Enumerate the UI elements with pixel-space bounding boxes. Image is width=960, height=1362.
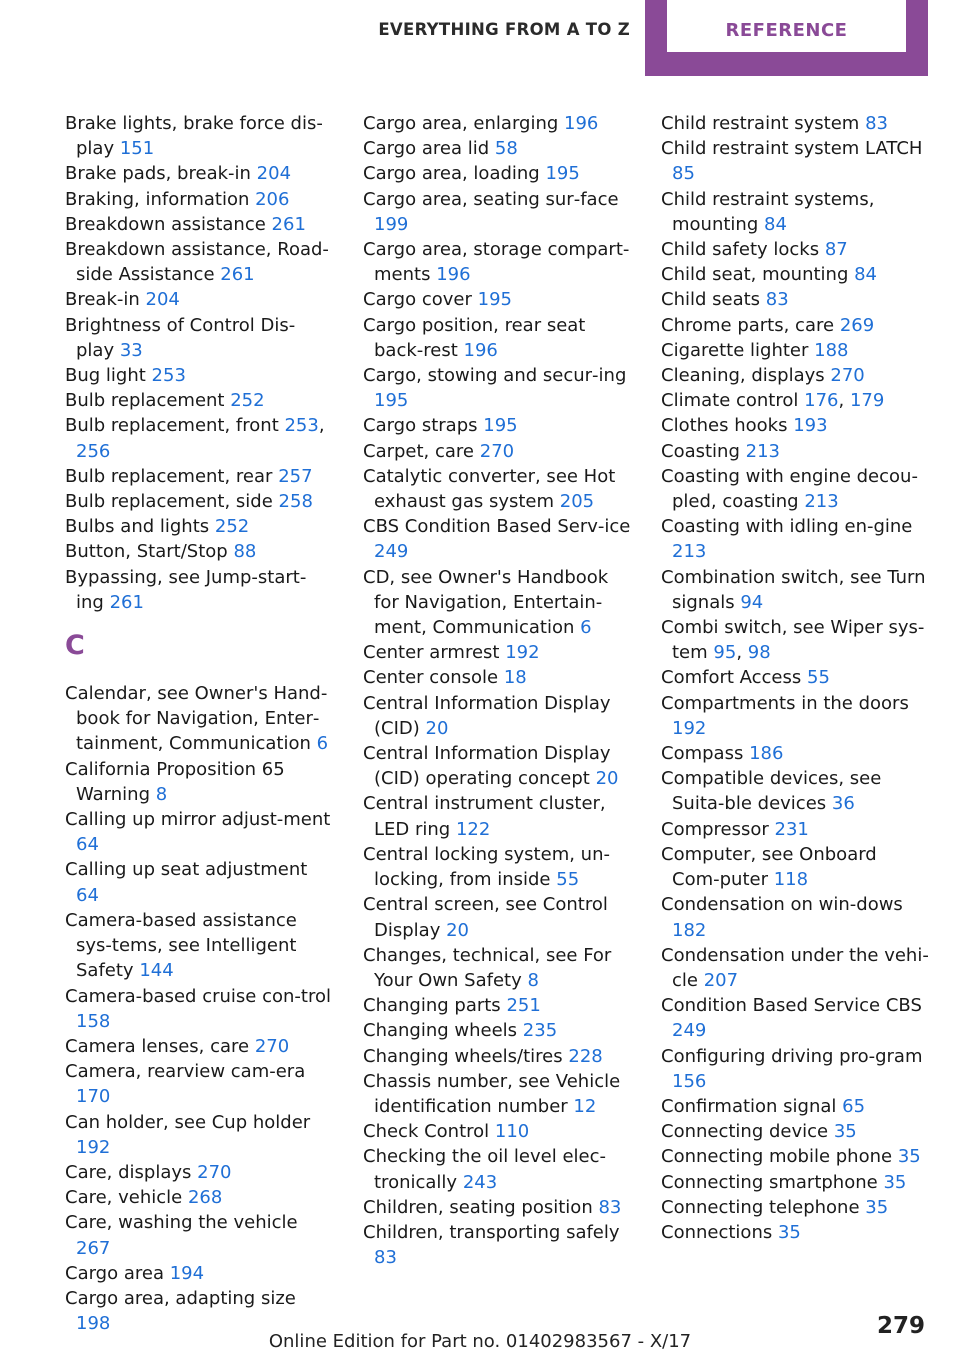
- page-link[interactable]: 270: [830, 365, 865, 387]
- index-entry: [363, 1144, 635, 1194]
- index-entry: [363, 943, 635, 993]
- index-term: Connections: [661, 1221, 773, 1243]
- index-entry: [363, 237, 635, 287]
- index-entry: [661, 287, 929, 312]
- index-term: Cargo area, seating sur‐face: [363, 188, 619, 210]
- page-link[interactable]: 195: [477, 289, 512, 311]
- page-link[interactable]: 196: [463, 339, 498, 361]
- page-link[interactable]: 194: [169, 1262, 205, 1284]
- index-term: California Proposition 65 Warning: [65, 758, 285, 805]
- index-entry: [661, 766, 929, 816]
- index-term: Checking the oil level elec‐tronically: [363, 1146, 606, 1193]
- index-entry: [65, 212, 333, 237]
- index-entry: [661, 514, 929, 564]
- page-link[interactable]: 261: [109, 591, 144, 613]
- section-letter: C: [65, 630, 85, 662]
- index-term: Bypassing, see Jump-start‐ing: [65, 566, 307, 613]
- index-entry: [65, 237, 333, 287]
- index-entry: [363, 1220, 635, 1270]
- index-entry: [363, 287, 635, 312]
- index-entry: [65, 807, 333, 857]
- page-link[interactable]: 18: [503, 667, 527, 689]
- index-term: Cargo straps: [363, 415, 478, 437]
- index-term: Catalytic converter, see Hot exhaust gas system: [363, 465, 616, 513]
- index-term: Condition Based Service CBS: [661, 995, 922, 1017]
- page-link[interactable]: 252: [214, 516, 250, 538]
- page-link[interactable]: 84: [764, 213, 787, 235]
- index-term: Cargo area, enlarging: [363, 113, 559, 134]
- index-entry: [661, 1170, 929, 1195]
- index-entry: [65, 489, 333, 514]
- page-link[interactable]: 195: [374, 390, 409, 412]
- index-term: Bulb replacement: [65, 390, 225, 412]
- index-term: Break-in: [65, 289, 140, 311]
- index-term: Cargo area, adapting size: [65, 1287, 296, 1309]
- index-entry: [65, 1286, 333, 1336]
- page-link[interactable]: 192: [672, 717, 707, 739]
- index-entry: [661, 1144, 929, 1169]
- page-link[interactable]: 193: [793, 415, 828, 437]
- page-link[interactable]: 20: [425, 717, 449, 739]
- index-term: Central Information Display (CID): [363, 692, 611, 739]
- index-term: Clothes hooks: [661, 415, 788, 437]
- index-entry: [661, 262, 929, 287]
- page-link[interactable]: 55: [556, 869, 580, 891]
- index-term: Center armrest: [363, 642, 500, 664]
- index-entry: [65, 857, 333, 907]
- page-link[interactable]: 192: [76, 1136, 111, 1158]
- page-link[interactable]: 179: [849, 390, 885, 412]
- page-link[interactable]: 206: [255, 188, 290, 210]
- index-term: Central screen, see Control Display: [363, 894, 608, 941]
- index-term: Calling up mirror adjust‐ment: [65, 809, 331, 831]
- page-link[interactable]: 182: [672, 919, 707, 941]
- index-term: Can holder, see Cup holder: [65, 1111, 311, 1133]
- page-link[interactable]: 58: [494, 138, 518, 160]
- index-term: Care, displays: [65, 1161, 192, 1183]
- index-entry: [65, 757, 333, 807]
- page-link[interactable]: 94: [740, 591, 764, 613]
- index-term: Button, Start/Stop: [65, 541, 228, 563]
- index-entry: [65, 908, 333, 984]
- page-link[interactable]: 213: [804, 491, 839, 513]
- index-entry: [363, 1044, 635, 1069]
- index-term: Cleaning, displays: [661, 365, 825, 387]
- page-link[interactable]: 35: [865, 1196, 889, 1218]
- index-entry: [363, 665, 635, 690]
- index-term: Calling up seat adjustment: [65, 859, 308, 881]
- page-link[interactable]: 269: [839, 314, 875, 336]
- index-term: Cargo cover: [363, 289, 472, 311]
- page-link[interactable]: 98: [747, 642, 771, 664]
- index-entry: [661, 136, 929, 186]
- page-link[interactable]: 35: [833, 1121, 857, 1143]
- page-link[interactable]: 253: [151, 365, 186, 387]
- index-entry: [661, 1195, 929, 1220]
- index-term: Condensation on win‐dows: [661, 894, 903, 916]
- index-term: Computer, see Onboard Com‐puter: [661, 843, 877, 891]
- index-entry: [65, 1210, 333, 1260]
- index-term: Braking, information: [65, 188, 250, 210]
- index-term: Center console: [363, 667, 499, 689]
- page-link[interactable]: 64: [76, 834, 99, 856]
- index-entry: [65, 1110, 333, 1160]
- page-link[interactable]: 207: [703, 969, 739, 991]
- index-entry: [363, 439, 635, 464]
- page-link[interactable]: 249: [672, 1020, 707, 1042]
- index-term: Central locking system, un‐locking, from inside: [363, 843, 610, 891]
- index-entry: Combi switch, see Wiper sys‐tem 95, 98: [661, 617, 925, 664]
- page-link[interactable]: 55: [807, 667, 830, 689]
- page-link[interactable]: 261: [271, 213, 306, 235]
- page-link[interactable]: 151: [119, 138, 155, 160]
- page-link[interactable]: 20: [446, 919, 469, 941]
- page-link[interactable]: 83: [374, 1247, 397, 1269]
- page-link[interactable]: 20: [595, 768, 619, 790]
- page-link[interactable]: 253: [284, 415, 319, 437]
- index-entry: [363, 413, 635, 438]
- index-entry: [65, 111, 333, 161]
- index-entry: [363, 842, 635, 892]
- index-entry: [661, 464, 929, 514]
- index-entry: [65, 539, 333, 564]
- index-entry: [65, 565, 333, 615]
- index-term: CD, see Owner's Handbook for Navigation, Entertain‐ment, Communication: [363, 566, 609, 639]
- index-entry: [661, 943, 929, 993]
- page-link[interactable]: 176: [804, 390, 839, 412]
- index-term: Bulb replacement, front: [65, 415, 279, 437]
- index-term: Connecting device: [661, 1121, 829, 1143]
- index-term: Breakdown assistance: [65, 213, 266, 235]
- index-term: Changes, technical, see For Your Own Safety: [363, 944, 612, 991]
- page-link[interactable]: 267: [76, 1237, 111, 1259]
- index-term: Child restraint systems, mounting: [661, 188, 875, 235]
- index-term: Coasting with idling en‐gine: [661, 516, 913, 538]
- index-term: Calendar, see Owner's Hand‐book for Navigation, Enter‐tainment, Communication: [65, 683, 328, 755]
- index-entry: Climate control 176, 179: [661, 390, 885, 412]
- page-link[interactable]: 268: [187, 1187, 223, 1209]
- index-entry: [65, 1059, 333, 1109]
- page-link[interactable]: 158: [76, 1010, 111, 1032]
- index-entry: [661, 665, 929, 690]
- index-entry: [363, 1069, 635, 1119]
- index-entry: [363, 640, 635, 665]
- index-entry: [363, 892, 635, 942]
- index-term: Camera-based assistance sys‐tems, see Intelligent Safety: [65, 909, 297, 982]
- page-link[interactable]: 88: [233, 541, 257, 563]
- index-term: Connecting mobile phone: [661, 1146, 893, 1168]
- page-link[interactable]: 204: [256, 163, 292, 185]
- index-entry: [661, 1094, 929, 1119]
- index-term: Children, seating position: [363, 1196, 593, 1218]
- page-link[interactable]: 270: [254, 1035, 290, 1057]
- page-link[interactable]: 252: [230, 390, 265, 412]
- index-entry: [65, 161, 333, 186]
- index-entry: [65, 363, 333, 388]
- page-link[interactable]: 6: [316, 733, 329, 755]
- page-link[interactable]: 6: [580, 617, 592, 639]
- page-link[interactable]: 83: [865, 113, 888, 134]
- index-term: Brake lights, brake force dis‐play: [65, 113, 323, 160]
- index-entry: [363, 565, 635, 641]
- index-term: Chrome parts, care: [661, 314, 835, 336]
- page-link[interactable]: 64: [76, 884, 99, 906]
- index-entry: [661, 993, 929, 1043]
- index-term: Comfort Access: [661, 667, 802, 689]
- index-term: Brightness of Control Dis‐play: [65, 314, 296, 361]
- index-entry: [363, 1119, 635, 1144]
- index-entry: [661, 842, 929, 892]
- index-term: Central Information Display (CID) operating concept: [363, 743, 611, 790]
- page-link[interactable]: 12: [573, 1095, 597, 1117]
- page-link[interactable]: 235: [522, 1020, 558, 1042]
- index-entry: [363, 1018, 635, 1043]
- index-entry: [661, 413, 929, 438]
- index-entry: [661, 237, 929, 262]
- index-entry: [363, 993, 635, 1018]
- page-link[interactable]: 196: [564, 113, 599, 134]
- index-term: Child restraint system LATCH: [661, 138, 923, 160]
- index-term: Child seats: [661, 289, 761, 311]
- page-link[interactable]: 270: [479, 440, 515, 462]
- page-link[interactable]: 8: [155, 783, 168, 805]
- index-term: Camera, rearview cam‐era: [65, 1061, 306, 1083]
- index-entry: [661, 338, 929, 363]
- page-link[interactable]: 87: [824, 239, 848, 261]
- index-term: Cargo area lid: [363, 138, 490, 160]
- page-link[interactable]: 35: [883, 1171, 907, 1193]
- index-entry: [363, 464, 635, 514]
- page-link[interactable]: 110: [494, 1121, 530, 1143]
- index-entry: [661, 439, 929, 464]
- page-link[interactable]: 95: [713, 642, 737, 664]
- index-entry: [65, 287, 333, 312]
- index-column-1: [65, 111, 333, 1336]
- page-link[interactable]: 35: [777, 1221, 801, 1243]
- index-term: Connecting smartphone: [661, 1171, 878, 1193]
- page-link[interactable]: 85: [672, 163, 695, 185]
- page-link[interactable]: 122: [455, 818, 491, 840]
- page-link[interactable]: 204: [145, 289, 180, 311]
- index-entry: [661, 892, 929, 942]
- page-link[interactable]: 186: [749, 743, 784, 765]
- index-term: Compass: [661, 743, 744, 765]
- page-link[interactable]: 195: [483, 415, 518, 437]
- index-entry: [65, 1160, 333, 1185]
- index-term: Changing wheels: [363, 1020, 518, 1042]
- index-term: Children, transporting safely: [363, 1221, 620, 1243]
- index-term: Bug light: [65, 365, 146, 387]
- page-link[interactable]: 65: [842, 1095, 866, 1117]
- page-link[interactable]: 83: [765, 289, 789, 311]
- index-term: Combi switch, see Wiper sys‐tem: [661, 617, 925, 664]
- index-entry: [65, 1034, 333, 1059]
- index-entry: [363, 691, 635, 741]
- index-entry: [661, 817, 929, 842]
- index-term: Combination switch, see Turn signals: [661, 566, 926, 613]
- index-term: Cargo area, loading: [363, 163, 540, 185]
- index-term: Compartments in the doors: [661, 692, 909, 714]
- index-entry: [363, 363, 635, 413]
- index-term: CBS Condition Based Serv‐ice: [363, 516, 631, 538]
- index-term: Chassis number, see Vehicle identification number: [363, 1070, 621, 1117]
- page-link[interactable]: 33: [119, 339, 143, 361]
- page-link[interactable]: 118: [773, 869, 809, 891]
- index-term: Changing wheels/tires: [363, 1045, 563, 1067]
- page-link[interactable]: 144: [139, 960, 174, 982]
- index-term: Cargo area: [65, 1262, 164, 1284]
- index-term: Care, washing the vehicle: [65, 1212, 298, 1234]
- index-term: Child restraint system: [661, 113, 860, 134]
- page-link[interactable]: 256: [76, 440, 111, 462]
- index-term: Child seat, mounting: [661, 264, 849, 286]
- index-term: Check Control: [363, 1121, 490, 1143]
- page-link[interactable]: 249: [374, 541, 409, 563]
- index-entry: [661, 565, 929, 615]
- index-entry: [661, 313, 929, 338]
- index-entry: [65, 1185, 333, 1210]
- index-entry: [65, 984, 333, 1034]
- index-entry: [363, 791, 635, 841]
- page-link[interactable]: 213: [745, 440, 780, 462]
- page-link[interactable]: 170: [76, 1086, 111, 1108]
- index-entry: [363, 514, 635, 564]
- page-link[interactable]: 261: [220, 264, 255, 286]
- index-entry: [661, 1044, 929, 1094]
- index-entry: [65, 388, 333, 413]
- page-link[interactable]: 83: [598, 1196, 622, 1218]
- page-link[interactable]: 188: [814, 339, 849, 361]
- index-term: Compatible devices, see Suita‐ble devices: [661, 768, 882, 815]
- index-entry: [363, 741, 635, 791]
- page-link[interactable]: 243: [462, 1171, 498, 1193]
- page-link[interactable]: 198: [76, 1313, 111, 1335]
- page-link[interactable]: 228: [568, 1045, 603, 1067]
- index-entry: Bulb replacement, front 253, 256: [65, 415, 325, 462]
- index-term: Cigarette lighter: [661, 339, 809, 361]
- index-entry: [65, 464, 333, 489]
- index-term: Central instrument cluster, LED ring: [363, 793, 606, 840]
- index-entry: [65, 514, 333, 539]
- index-entry: [65, 1261, 333, 1286]
- footer-edition: Online Edition for Part no. 01402983567 - X/17: [268, 1331, 692, 1352]
- index-term: Bulbs and lights: [65, 516, 210, 538]
- index-term: Condensation under the vehi‐cle: [661, 944, 929, 991]
- index-entry: [65, 187, 333, 212]
- index-term: Carpet, care: [363, 440, 475, 462]
- index-entry: [363, 136, 635, 161]
- index-term: Care, vehicle: [65, 1187, 183, 1209]
- page-link[interactable]: 195: [545, 163, 580, 185]
- index-term: Cargo position, rear seat back‐rest: [363, 314, 586, 361]
- page-link[interactable]: 35: [897, 1146, 921, 1168]
- index-term: Cargo, stowing and secur‐ing: [363, 365, 627, 387]
- index-entry: [363, 313, 635, 363]
- index-term: Changing parts: [363, 995, 501, 1017]
- index-column-3: [661, 111, 929, 1245]
- page-link[interactable]: 213: [672, 541, 707, 563]
- index-term: Coasting: [661, 440, 740, 462]
- page-link[interactable]: 251: [506, 995, 541, 1017]
- page-link[interactable]: 192: [505, 642, 540, 664]
- index-term: Brake pads, break-in: [65, 163, 251, 185]
- index-term: Climate control: [661, 390, 799, 412]
- index-term: Configuring driving pro‐gram: [661, 1045, 923, 1067]
- index-entry: [363, 1195, 635, 1220]
- index-term: Child safety locks: [661, 239, 820, 261]
- page-link[interactable]: 270: [197, 1161, 232, 1183]
- page-number: 279: [876, 1313, 925, 1339]
- index-term: Confirmation signal: [661, 1095, 837, 1117]
- index-entry: [65, 681, 333, 757]
- index-entry: [661, 691, 929, 741]
- index-term: Bulb replacement, side: [65, 491, 273, 513]
- index-entry: [661, 111, 929, 136]
- index-term: Bulb replacement, rear: [65, 465, 273, 487]
- page-link[interactable]: 8: [527, 969, 539, 991]
- index-entry: [661, 741, 929, 766]
- index-entry: [661, 363, 929, 388]
- index-term: Camera lenses, care: [65, 1035, 250, 1057]
- index-term: Camera-based cruise con‐trol: [65, 985, 331, 1007]
- index-entry: [661, 1220, 929, 1245]
- header-reference-tab: [645, 0, 928, 76]
- page-link[interactable]: 231: [774, 818, 809, 840]
- index-entry: [363, 161, 635, 186]
- page-link[interactable]: 205: [559, 491, 595, 513]
- header-section-title: EVERYTHING FROM A TO Z: [378, 20, 630, 39]
- index-term: Connecting telephone: [661, 1196, 860, 1218]
- index-entry: [363, 187, 635, 237]
- index-entry: [661, 187, 929, 237]
- page-link[interactable]: 199: [374, 213, 409, 235]
- index-term: Cargo area, storage compart‐ments: [363, 239, 630, 286]
- header-tab-label: REFERENCE: [725, 20, 848, 41]
- page-link[interactable]: 84: [854, 264, 878, 286]
- page-link[interactable]: 258: [278, 491, 313, 513]
- index-entry: [363, 111, 635, 136]
- page-link[interactable]: 36: [831, 793, 855, 815]
- index-column-2: [363, 111, 635, 1270]
- index-entry: [65, 313, 333, 363]
- index-term: Breakdown assistance, Road‐side Assistance: [65, 239, 329, 286]
- index-term: Coasting with engine decou‐pled, coasting: [661, 465, 918, 513]
- index-term: Compressor: [661, 818, 769, 840]
- page-link[interactable]: 196: [436, 264, 471, 286]
- page-link[interactable]: 257: [278, 465, 313, 487]
- page-link[interactable]: 156: [672, 1070, 707, 1092]
- index-entry: [661, 1119, 929, 1144]
